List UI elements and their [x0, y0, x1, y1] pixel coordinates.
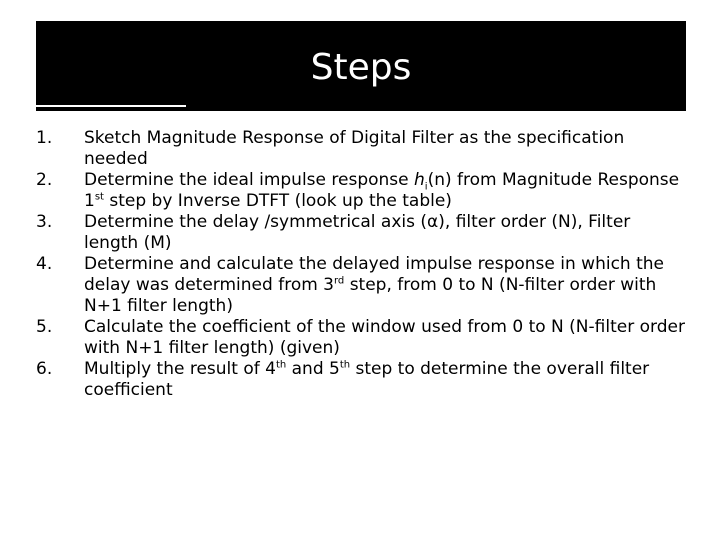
step-item-6 — [36, 359, 686, 401]
step-number: 5. — [36, 317, 53, 337]
step-item-3 — [36, 212, 686, 254]
step-text: Determine the delay /symmetrical axis ( — [84, 212, 428, 232]
step-number: 3. — [36, 212, 53, 232]
step-number: 6. — [36, 359, 53, 379]
slide-title: Steps — [310, 47, 412, 88]
step-text-end: step to determine the overall filter coefficient — [84, 359, 650, 400]
step-text: Determine the ideal impulse response — [84, 170, 415, 190]
ordinal-suffix: th — [339, 359, 351, 371]
step-number: 1. — [36, 128, 53, 148]
step-text-end: step, from 0 to N (N-filter order with N+1 filter length) — [84, 275, 657, 316]
step-text-cont: and 5 — [286, 359, 340, 379]
impulse-subscript: i — [424, 181, 428, 193]
title-underline — [36, 105, 186, 107]
impulse-symbol: h — [414, 170, 425, 190]
steps-list — [36, 128, 686, 401]
step-text: Sketch Magnitude Response of Digital Filter as the specification needed — [84, 128, 625, 169]
step-item-4 — [36, 254, 686, 317]
step-text-end: step by Inverse DTFT (look up the table) — [103, 191, 452, 211]
step-text-cont: (n) from Magnitude Response 1 — [84, 170, 680, 211]
step-text: Multiply the result of 4 — [84, 359, 276, 379]
step-text: Calculate the coefficient of the window used from 0 to N (N-filter order with N+1 filter length) (given) — [84, 317, 685, 358]
step-text: Determine and calculate the delayed impulse response in which the delay was determined from 3 — [84, 254, 664, 295]
step-item-1 — [36, 128, 686, 170]
step-number: 4. — [36, 254, 53, 274]
step-item-5 — [36, 317, 686, 359]
step-item-2 — [36, 170, 686, 212]
ordinal-suffix: rd — [334, 275, 345, 287]
step-number: 2. — [36, 170, 53, 190]
alpha-symbol: α — [427, 212, 439, 232]
ordinal-suffix: th — [275, 359, 287, 371]
ordinal-suffix: st — [94, 191, 104, 203]
step-text-end: ), filter order (N), Filter length (M) — [84, 212, 631, 253]
